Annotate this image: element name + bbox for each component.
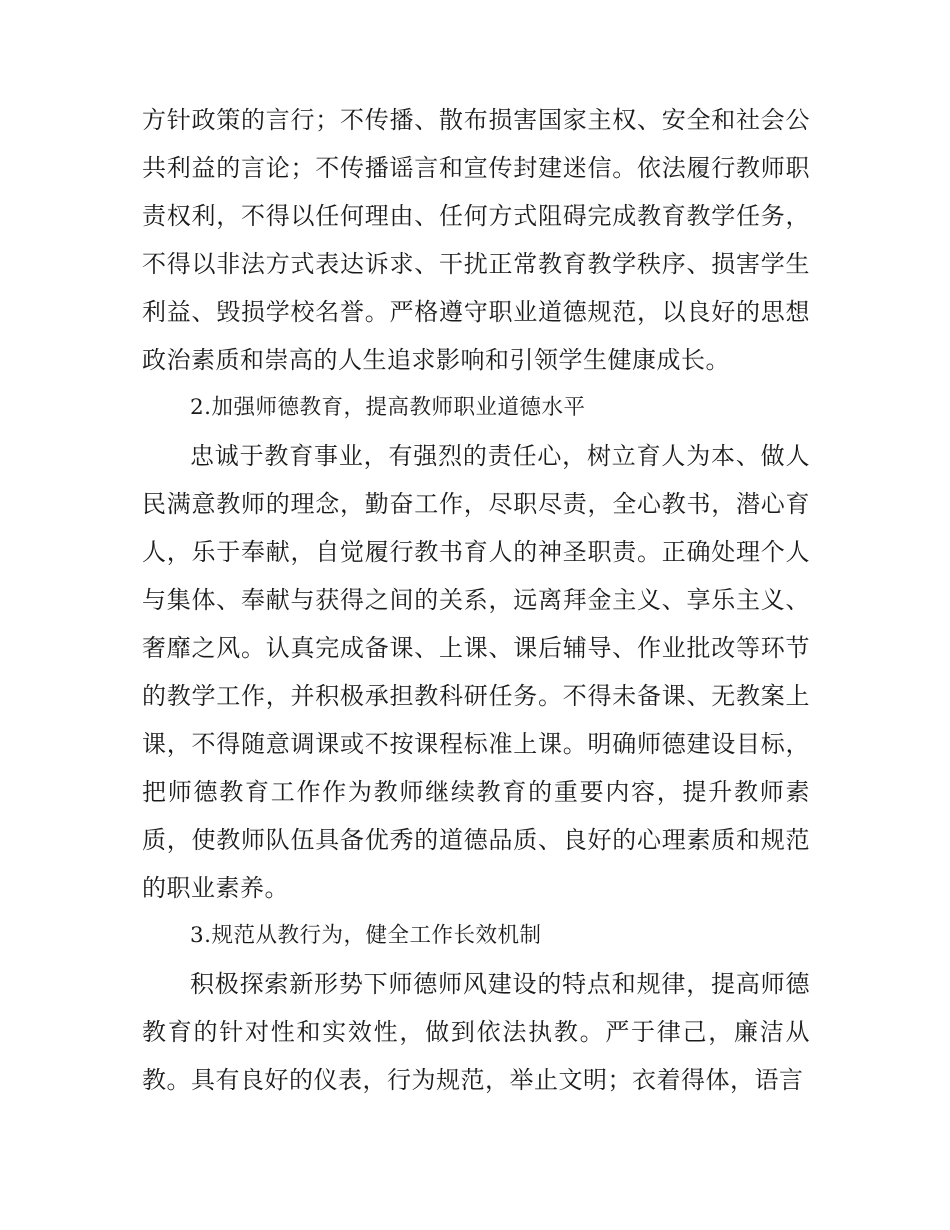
section-heading-3: 3.规范从教行为，健全工作长效机制 [190, 923, 542, 948]
section-heading-2: 2.加强师德教育，提高教师职业道德水平 [190, 395, 586, 420]
paragraph-continuation: 方针政策的言行；不传播、散布损害国家主权、安全和社会公共利益的言论；不传播谣言和宣传封建迷信。依法履行教师职责权利，不得以任何理由、任何方式阻碍完成教育教学任务，不得以非法方式表达诉求、干扰正常教育教学秩序、损害学生利益、毁损学校名誉。严格遵守职业道德规范，以良好的思想政治素质和崇高的人生追求影响和引领学生健康成长。 [142, 106, 810, 374]
paragraph-section-3: 积极探索新形势下师德师风建设的特点和规律，提高师德教育的针对性和实效性，做到依法执教。严于律己，廉洁从教。具有良好的仪表，行为规范，举止文明；衣着得体，语言 [142, 970, 810, 1094]
paragraph-section-2: 忠诚于教育事业，有强烈的责任心，树立育人为本、做人民满意教师的理念，勤奋工作，尽职尽责，全心教书，潜心育人，乐于奉献，自觉履行教书育人的神圣职责。正确处理个人与集体、奉献与获得之间的关系，远离拜金主义、享乐主义、奢靡之风。认真完成备课、上课、课后辅导、作业批改等环节的教学工作，并积极承担教科研任务。不得未备课、无教案上课，不得随意调课或不按课程标准上课。明确师德建设目标，把师德教育工作作为教师继续教育的重要内容，提升教师素质，使教师队伍具备优秀的道德品质、良好的心理素质和规范的职业素养。 [142, 442, 810, 902]
